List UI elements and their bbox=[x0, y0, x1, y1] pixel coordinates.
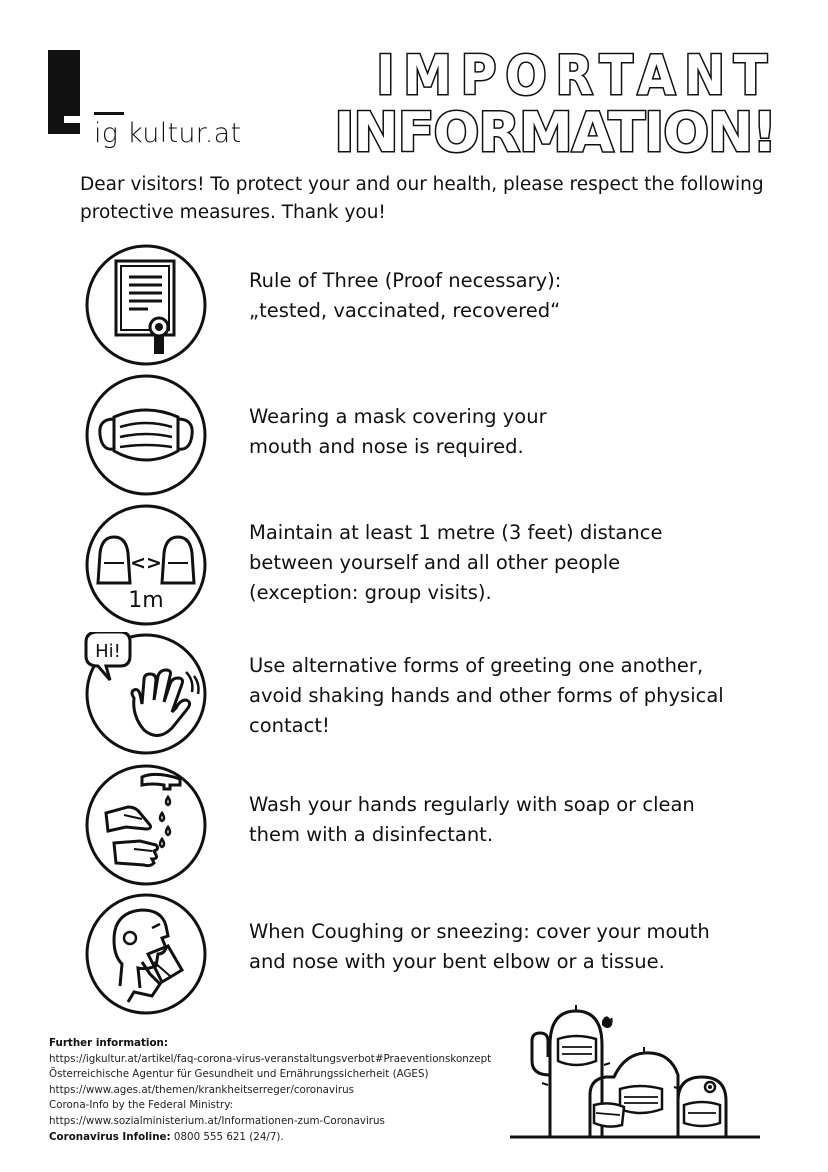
measure-proof bbox=[84, 243, 784, 367]
headline-line-1: IMPORTANT bbox=[376, 44, 776, 107]
logo-line bbox=[94, 112, 124, 115]
measure-text: Use alternative forms of greeting one another, avoid shaking hands and other forms of physical contact! bbox=[249, 654, 724, 737]
face-mask-icon bbox=[84, 373, 208, 497]
distance-arrows: <> bbox=[130, 552, 162, 574]
greeting-bubble-text: Hi! bbox=[95, 641, 121, 662]
waving-hand-icon bbox=[84, 632, 208, 756]
page-headline bbox=[334, 44, 776, 164]
measure-greeting bbox=[84, 632, 784, 756]
measure-text: Wash your hands regularly with soap or clean them with a disinfectant. bbox=[249, 793, 695, 846]
further-information bbox=[49, 1036, 519, 1145]
infoline-value: 0800 555 621 (24/7). bbox=[170, 1130, 284, 1143]
headline-line-2: INFORMATION! bbox=[334, 101, 776, 164]
footer-line: https://www.sozialministerium.at/Informationen-zum-Coronavirus bbox=[49, 1114, 385, 1127]
footer-line: https://igkultur.at/artikel/faq-corona-virus-veranstaltungsverbot#Praeventionskonzept bbox=[49, 1052, 492, 1065]
measure-text: Rule of Three (Proof necessary): „tested, vaccinated, recovered“ bbox=[249, 269, 562, 322]
intro-text: Dear visitors! To protect your and our health, please respect the following protective measures. Thank you! bbox=[80, 174, 764, 223]
measure-hand-washing bbox=[84, 763, 784, 887]
brand-name: ig kultur.at bbox=[94, 118, 242, 149]
infoline-label: Coronavirus Infoline: bbox=[49, 1130, 171, 1143]
sneeze-icon bbox=[84, 892, 208, 1016]
footer-heading: Further information: bbox=[49, 1037, 168, 1049]
distance-icon bbox=[84, 503, 208, 627]
measure-text: Maintain at least 1 metre (3 feet) distance between yourself and all other people (exception: group visits). bbox=[249, 521, 663, 604]
footer-line: Corona-Info by the Federal Ministry: bbox=[49, 1099, 234, 1112]
footer-line: Österreichische Agentur für Gesundheit und Ernährungssicherheit (AGES) bbox=[49, 1068, 429, 1081]
brand-logo bbox=[48, 50, 248, 150]
masked-cacti-illustration bbox=[510, 1005, 760, 1143]
certificate-icon bbox=[84, 243, 208, 367]
logo-notch bbox=[64, 116, 80, 123]
measure-sneeze bbox=[84, 892, 784, 1016]
measure-mask bbox=[84, 373, 784, 497]
measure-distance bbox=[84, 503, 784, 627]
infoline bbox=[49, 1130, 519, 1146]
measure-text: Wearing a mask covering your mouth and nose is required. bbox=[249, 405, 547, 458]
measure-text: When Coughing or sneezing: cover your mouth and nose with your bent elbow or a tissue. bbox=[249, 920, 710, 973]
distance-label: 1m bbox=[128, 588, 164, 613]
footer-line: https://www.ages.at/themen/krankheitserreger/coronavirus bbox=[49, 1083, 354, 1096]
hand-washing-icon bbox=[84, 763, 208, 887]
